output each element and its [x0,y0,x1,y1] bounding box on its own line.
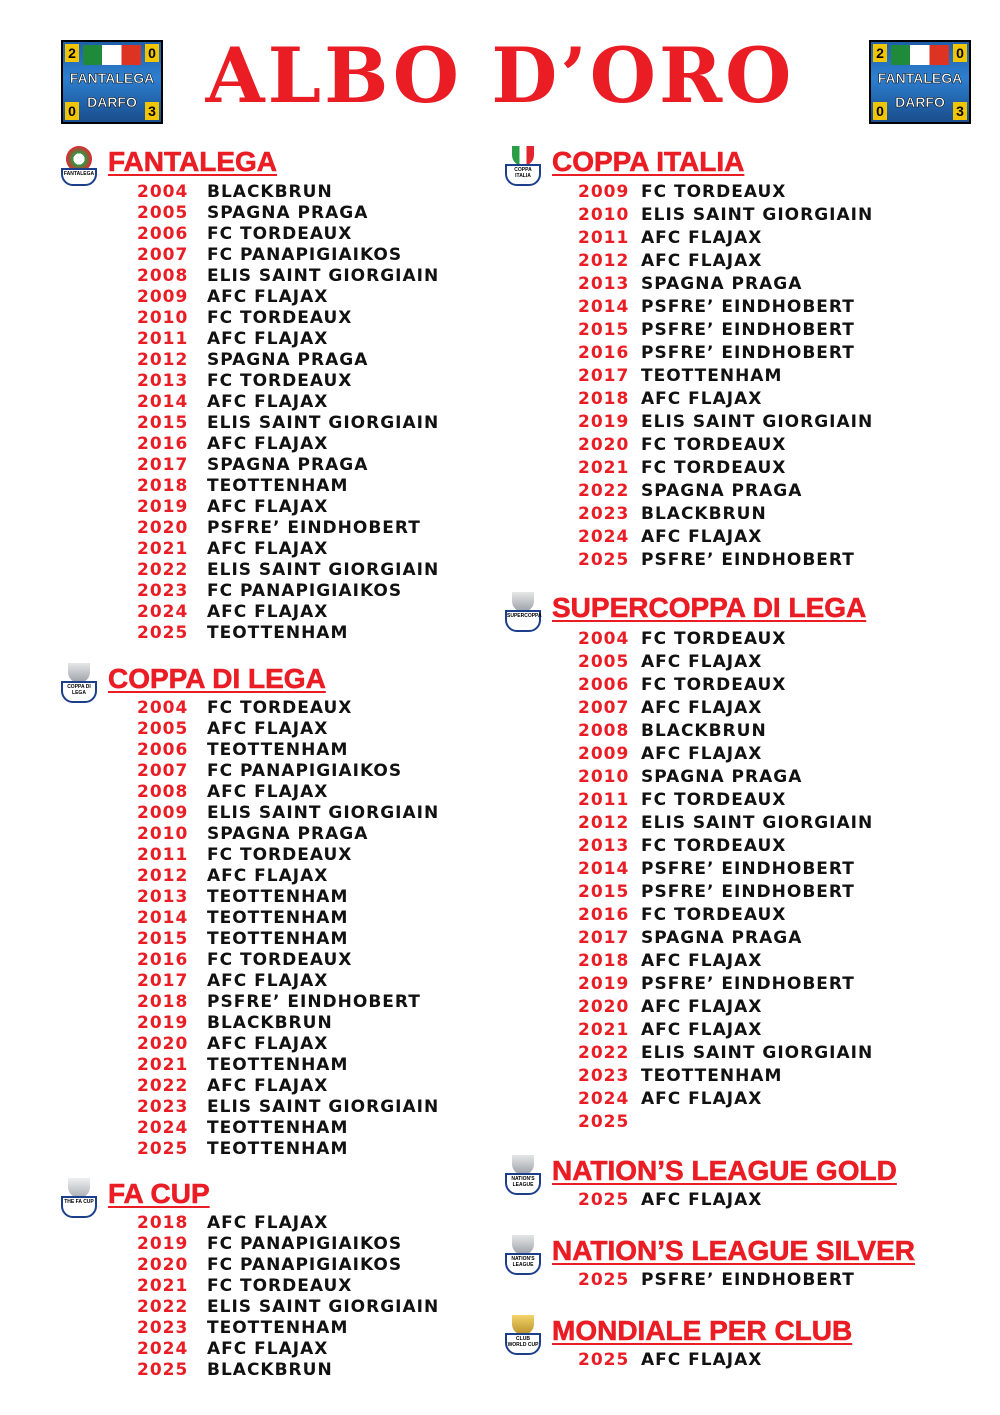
winner-year: 2018 [578,951,630,971]
winner-team: FC TORDEAUX [641,458,787,478]
winner-year: 2017 [137,971,189,991]
winner-team: TEOTTENHAM [641,1066,783,1086]
winner-team: AFC FLAJAX [641,997,763,1017]
winner-year: 2022 [578,481,630,501]
winner-year: 2005 [578,652,630,672]
winner-team: AFC FLAJAX [207,287,329,307]
section-title: COPPA ITALIA [552,146,745,177]
winner-team: AFC FLAJAX [641,527,763,547]
winner-year: 2024 [137,602,189,622]
winner-year: 2023 [578,1066,630,1086]
winner-year: 2004 [578,629,630,649]
winner-year: 2024 [137,1339,189,1359]
winner-team: FC TORDEAUX [207,698,353,718]
winner-year: 2016 [578,343,630,363]
logo-brand-top: FANTALEGA [877,70,963,86]
winner-year: 2016 [137,950,189,970]
section-title: FA CUP [108,1178,210,1209]
winner-team: FC TORDEAUX [641,629,787,649]
winner-year: 2019 [137,497,189,517]
winner-year: 2005 [137,203,189,223]
winner-team: FC TORDEAUX [207,371,353,391]
winner-team: AFC FLAJAX [207,971,329,991]
winner-year: 2019 [578,974,630,994]
nations-league-gold-trophy-icon: NATION'S LEAGUE [505,1155,541,1197]
fantalega-darfo-logo-left: 2 0 0 3 FANTALEGA DARFO [61,40,163,124]
winner-year: 2025 [578,1190,630,1210]
winner-year: 2022 [137,560,189,580]
winner-year: 2023 [137,1097,189,1117]
winner-team: SPAGNA PRAGA [641,481,803,501]
winner-year: 2020 [137,1255,189,1275]
winner-year: 2012 [137,350,189,370]
winner-team: TEOTTENHAM [207,1318,349,1338]
winner-team: AFC FLAJAX [641,1089,763,1109]
section-fa-cup [61,1178,481,1398]
winner-year: 2025 [137,1360,189,1380]
winner-team: SPAGNA PRAGA [207,824,369,844]
winner-team: BLACKBRUN [207,1360,333,1380]
winner-year: 2009 [137,803,189,823]
winner-team: AFC FLAJAX [207,1076,329,1096]
section-mondiale-per-club [505,1315,975,1375]
winner-year: 2020 [578,435,630,455]
winner-team: ELIS SAINT GIORGIAIN [641,412,874,432]
winner-year: 2021 [578,1020,630,1040]
winner-year: 2016 [137,434,189,454]
winner-team: AFC FLAJAX [641,1190,763,1210]
coppa-di-lega-trophy-icon: COPPA DI LEGA [61,663,97,705]
winner-team: FC TORDEAUX [641,836,787,856]
winner-year: 2025 [137,1139,189,1159]
winner-year: 2023 [137,581,189,601]
winner-team: AFC FLAJAX [207,329,329,349]
section-coppa-di-lega [61,663,481,1163]
winner-team: FC PANAPIGIAIKOS [207,1255,403,1275]
winner-team: ELIS SAINT GIORGIAIN [641,813,874,833]
winner-year: 2025 [578,550,630,570]
winner-team: TEOTTENHAM [207,1118,349,1138]
winner-team: AFC FLAJAX [207,434,329,454]
winner-team: FC TORDEAUX [641,790,787,810]
winner-team: AFC FLAJAX [641,228,763,248]
winner-year: 2008 [137,266,189,286]
winner-team: AFC FLAJAX [207,1339,329,1359]
logo-brand-bottom: DARFO [87,94,137,110]
winner-team: BLACKBRUN [207,182,333,202]
winner-team: ELIS SAINT GIORGIAIN [641,1043,874,1063]
winner-year: 2021 [578,458,630,478]
supercoppa-trophy-icon: SUPERCOPPA [505,592,541,634]
winner-team: BLACKBRUN [641,721,767,741]
winner-team: TEOTTENHAM [207,887,349,907]
winner-team: AFC FLAJAX [207,497,329,517]
winner-team: PSFRE’ EINDHOBERT [641,550,855,570]
winner-team: ELIS SAINT GIORGIAIN [207,1097,440,1117]
winner-year: 2008 [137,782,189,802]
winner-team: AFC FLAJAX [641,744,763,764]
winner-year: 2007 [578,698,630,718]
winner-year: 2025 [578,1350,630,1370]
winner-year: 2019 [578,412,630,432]
winner-year: 2007 [137,245,189,265]
winner-team: FC PANAPIGIAIKOS [207,761,403,781]
section-title: SUPERCOPPA DI LEGA [552,592,867,623]
winner-team: TEOTTENHAM [207,1139,349,1159]
winner-year: 2012 [578,251,630,271]
section-nations-league-gold [505,1155,975,1215]
winner-team: PSFRE’ EINDHOBERT [641,859,855,879]
winner-year: 2009 [137,287,189,307]
winner-team: TEOTTENHAM [207,908,349,928]
winner-year: 2017 [578,366,630,386]
winner-team: SPAGNA PRAGA [207,350,369,370]
winner-team: FC TORDEAUX [207,845,353,865]
logo-brand-top: FANTALEGA [69,70,155,86]
section-fantalega [61,146,481,646]
winner-year: 2011 [137,329,189,349]
winner-team: TEOTTENHAM [207,1055,349,1075]
winner-team: SPAGNA PRAGA [207,455,369,475]
winner-team: FC TORDEAUX [207,1276,353,1296]
winner-year: 2012 [578,813,630,833]
winner-year: 2013 [578,274,630,294]
winner-team: TEOTTENHAM [641,366,783,386]
winner-year: 2025 [137,623,189,643]
winner-year: 2018 [137,476,189,496]
winner-year: 2018 [137,992,189,1012]
winner-team: ELIS SAINT GIORGIAIN [641,205,874,225]
section-title: NATION’S LEAGUE SILVER [552,1235,915,1266]
winner-team: AFC FLAJAX [207,602,329,622]
winner-team: BLACKBRUN [207,1013,333,1033]
section-nations-league-silver [505,1235,975,1295]
winner-year: 2017 [137,455,189,475]
winner-year: 2016 [578,905,630,925]
winner-team: FC TORDEAUX [641,675,787,695]
winner-team: ELIS SAINT GIORGIAIN [207,560,440,580]
winner-year: 2008 [578,721,630,741]
winner-team: FC TORDEAUX [207,950,353,970]
winner-year: 2024 [578,527,630,547]
fantalega-trophy-icon: FANTALEGA [61,146,97,188]
section-coppa-italia [505,146,975,576]
winner-team: SPAGNA PRAGA [641,274,803,294]
logo-brand-bottom: DARFO [895,94,945,110]
winner-team: FC TORDEAUX [207,308,353,328]
winner-team: TEOTTENHAM [207,623,349,643]
winner-year: 2019 [137,1013,189,1033]
winner-year: 2005 [137,719,189,739]
winner-year: 2024 [578,1089,630,1109]
winner-team: FC TORDEAUX [207,224,353,244]
winner-year: 2014 [578,859,630,879]
winner-team: FC PANAPIGIAIKOS [207,245,403,265]
winner-year: 2020 [137,518,189,538]
winner-year: 2018 [137,1213,189,1233]
winner-year: 2015 [578,320,630,340]
winner-team: AFC FLAJAX [641,951,763,971]
winner-year: 2012 [137,866,189,886]
winner-year: 2017 [578,928,630,948]
winner-team: AFC FLAJAX [641,389,763,409]
winner-team: AFC FLAJAX [207,719,329,739]
winner-team: FC TORDEAUX [641,435,787,455]
winner-team: FC PANAPIGIAIKOS [207,581,403,601]
winner-team: PSFRE’ EINDHOBERT [641,1270,855,1290]
winner-team: ELIS SAINT GIORGIAIN [207,1297,440,1317]
winner-team: AFC FLAJAX [641,698,763,718]
winner-year: 2011 [578,790,630,810]
winner-team: PSFRE’ EINDHOBERT [207,518,421,538]
winner-year: 2013 [137,371,189,391]
winner-year: 2025 [578,1112,630,1132]
winner-year: 2004 [137,182,189,202]
winner-year: 2020 [578,997,630,1017]
winner-team: ELIS SAINT GIORGIAIN [207,413,440,433]
winner-team: TEOTTENHAM [207,740,349,760]
winner-team: PSFRE’ EINDHOBERT [641,297,855,317]
winner-team: PSFRE’ EINDHOBERT [641,882,855,902]
winner-year: 2006 [137,224,189,244]
winner-team: PSFRE’ EINDHOBERT [641,343,855,363]
winner-year: 2015 [578,882,630,902]
winner-year: 2014 [137,392,189,412]
winner-year: 2021 [137,539,189,559]
winner-year: 2010 [578,205,630,225]
winner-year: 2009 [578,182,630,202]
winner-team: PSFRE’ EINDHOBERT [641,320,855,340]
section-title: COPPA DI LEGA [108,663,326,694]
winner-team: FC TORDEAUX [641,905,787,925]
flag-band [83,45,141,65]
section-title: FANTALEGA [108,146,278,177]
winner-year: 2018 [578,389,630,409]
winner-team: BLACKBRUN [641,504,767,524]
winner-team: AFC FLAJAX [641,251,763,271]
winner-team: AFC FLAJAX [641,652,763,672]
fantalega-darfo-logo-right: 2 0 0 3 FANTALEGA DARFO [869,40,971,124]
winner-team: PSFRE’ EINDHOBERT [207,992,421,1012]
nations-league-silver-trophy-icon: NATION'S LEAGUE [505,1235,541,1277]
winner-year: 2020 [137,1034,189,1054]
page-title: ALBO D’ORO [205,31,795,120]
winner-team: AFC FLAJAX [207,392,329,412]
fa-cup-trophy-icon: THE FA CUP [61,1178,97,1220]
winner-team: TEOTTENHAM [207,929,349,949]
winner-year: 2013 [137,887,189,907]
section-supercoppa-di-lega [505,592,975,1142]
flag-band [891,45,949,65]
winner-team: TEOTTENHAM [207,476,349,496]
winner-year: 2022 [137,1297,189,1317]
winner-year: 2021 [137,1055,189,1075]
winner-team: FC PANAPIGIAIKOS [207,1234,403,1254]
winner-team: SPAGNA PRAGA [641,928,803,948]
winner-team: AFC FLAJAX [207,866,329,886]
winner-team: AFC FLAJAX [207,782,329,802]
winner-year: 2011 [578,228,630,248]
winner-team: SPAGNA PRAGA [207,203,369,223]
winner-year: 2025 [578,1270,630,1290]
winner-team: AFC FLAJAX [207,1213,329,1233]
winner-year: 2011 [137,845,189,865]
winner-year: 2014 [578,297,630,317]
winner-year: 2006 [578,675,630,695]
winner-team: AFC FLAJAX [207,1034,329,1054]
winner-year: 2010 [578,767,630,787]
winner-year: 2009 [578,744,630,764]
winner-year: 2022 [578,1043,630,1063]
winner-year: 2007 [137,761,189,781]
winner-year: 2024 [137,1118,189,1138]
winner-team: SPAGNA PRAGA [641,767,803,787]
winner-year: 2004 [137,698,189,718]
winner-year: 2023 [137,1318,189,1338]
winner-year: 2010 [137,308,189,328]
winner-year: 2023 [578,504,630,524]
winner-team: AFC FLAJAX [641,1020,763,1040]
winner-year: 2015 [137,929,189,949]
winner-year: 2013 [578,836,630,856]
winner-team: ELIS SAINT GIORGIAIN [207,803,440,823]
winner-year: 2014 [137,908,189,928]
section-title: NATION’S LEAGUE GOLD [552,1155,897,1186]
winner-team: FC TORDEAUX [641,182,787,202]
coppa-italia-trophy-icon: COPPA ITALIA [505,146,541,188]
winner-year: 2015 [137,413,189,433]
winner-year: 2019 [137,1234,189,1254]
winner-year: 2021 [137,1276,189,1296]
winner-team: AFC FLAJAX [207,539,329,559]
winner-year: 2010 [137,824,189,844]
winner-team: PSFRE’ EINDHOBERT [641,974,855,994]
club-world-cup-trophy-icon: CLUB WORLD CUP [505,1315,541,1357]
winner-year: 2006 [137,740,189,760]
winner-year: 2022 [137,1076,189,1096]
winner-team: ELIS SAINT GIORGIAIN [207,266,440,286]
section-title: MONDIALE PER CLUB [552,1315,853,1346]
winner-team: AFC FLAJAX [641,1350,763,1370]
